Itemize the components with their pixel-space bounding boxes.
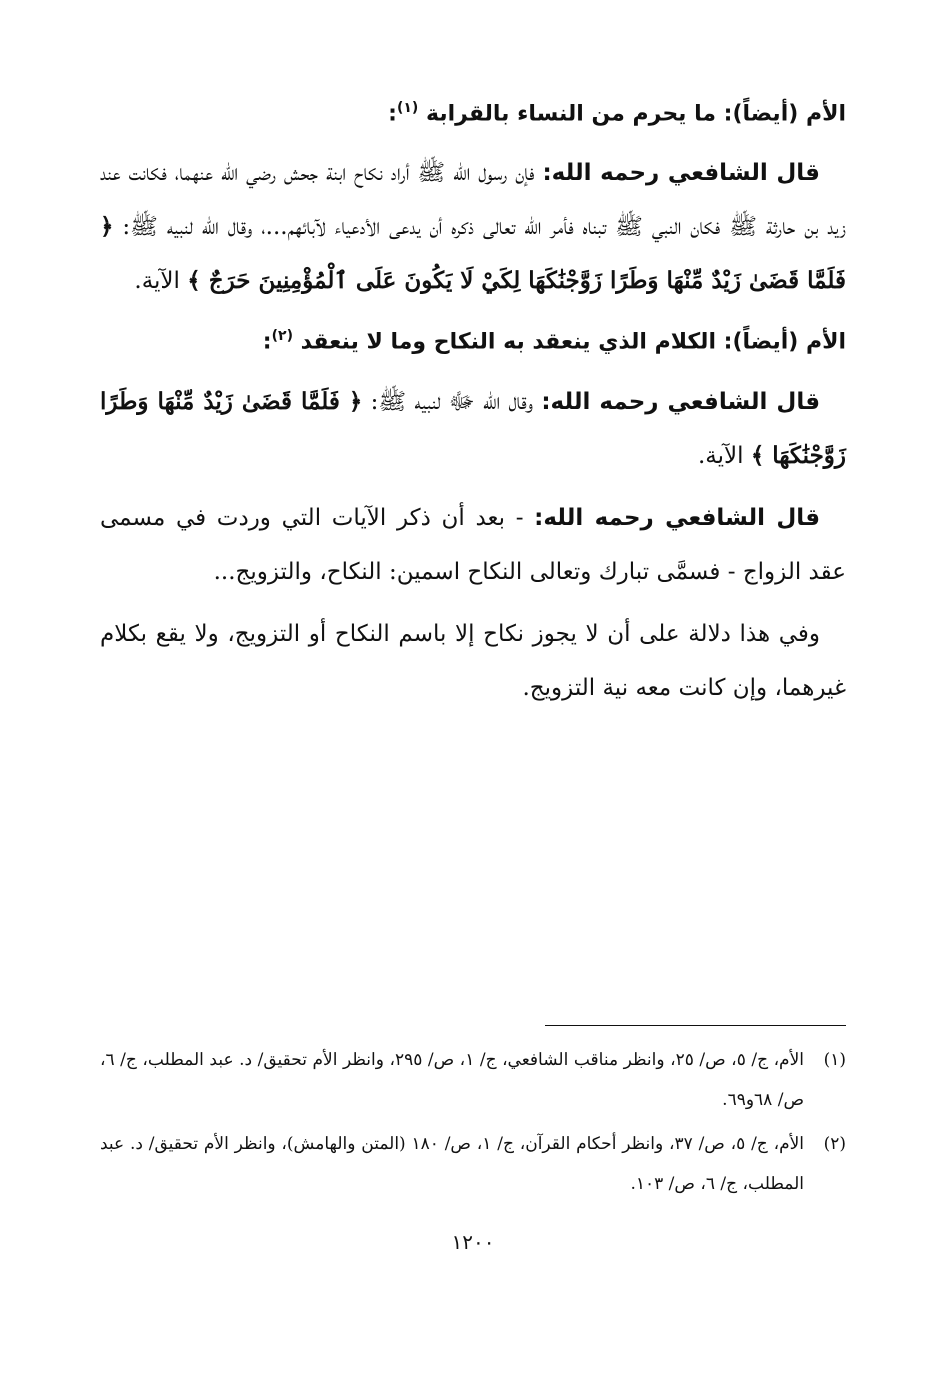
- quran-verse: ﴿ فَلَمَّا قَضَىٰ زَيْدٌ مِّنْهَا وَطَرًا زَوَّجْنَٰكَهَا لِكَيْ لَا يَكُونَ عَلَى ٱلْمُؤْمِنِينَ حَرَجٌ ﴾: [100, 213, 846, 295]
- paragraph-text: وفي هذا دلالة على أن لا يجوز نكاح إلا باسم النكاح أو التزويج، ولا يقع بكلام غيرهما، وإن كانت معه نية التزويج.: [100, 620, 846, 701]
- paragraph-text: وقال الله ﷻ لنبيه ﷺ:: [370, 388, 534, 415]
- paragraph: [100, 491, 846, 599]
- footnote-ref[interactable]: (١): [396, 100, 419, 116]
- page-body: [100, 88, 846, 723]
- footnote: [100, 1124, 846, 1204]
- speaker-label: قال الشافعي رحمه الله:: [542, 160, 820, 187]
- paragraph-after: الآية.: [134, 268, 180, 295]
- section-heading-1: [100, 88, 846, 134]
- footnote-ref[interactable]: (٢): [271, 328, 293, 345]
- section-heading-2: [100, 316, 846, 362]
- heading-text: الأم (أيضاً): الكلام الذي ينعقد به النكاح وما لا ينعقد: [300, 329, 846, 355]
- paragraph-text: فإن رسول الله ﷺ أراد نكاح ابنة جحش رضي الله عنهما، فكانت عند زيد بن حارثة ﷺ فكان النبي ﷺ تبناه فأمر الله تعالى ذكره أن يدعى الأدعياء لآبائهم...، وقال الله لنبيه ﷺ:: [100, 160, 846, 241]
- heading-text: الأم (أيضاً): ما يحرم من النساء بالقرابة: [426, 101, 846, 127]
- paragraph-after: الآية.: [697, 442, 744, 469]
- quran-verse: ﴿ فَلَمَّا قَضَىٰ زَيْدٌ مِّنْهَا وَطَرًا زَوَّجْنَٰكَهَا ﴾: [100, 387, 846, 469]
- footnote-text: الأم، ج/ ٥، ص/ ٣٧، وانظر أحكام القرآن، ج/ ١، ص/ ١٨٠ (المتن والهامش)، وانظر الأم تحقيق/ د. عبد المطلب، ج/ ٦، ص/ ١٠٣.: [100, 1134, 805, 1194]
- page-number: ١٢٠٠: [451, 1230, 495, 1254]
- speaker-label: قال الشافعي رحمه الله:: [534, 504, 821, 531]
- footnote-text: الأم، ج/ ٥، ص/ ٢٥، وانظر مناقب الشافعي، ج/ ١، ص/ ٢٩٥، وانظر الأم تحقيق/ د. عبد المطلب، ج/ ٦، ص/ ٦٨و٦٩.: [100, 1050, 805, 1110]
- footnote-number: (١): [823, 1050, 846, 1070]
- footnotes: [100, 1040, 846, 1208]
- paragraph: [100, 375, 846, 483]
- footnote: [100, 1040, 846, 1120]
- paragraph-text: - بعد أن ذكر الآيات التي وردت في مسمى عقد الزواج - فسمَّى تبارك وتعالى النكاح اسمين: النكاح، والتزويج...: [100, 504, 846, 585]
- footnote-number: (٢): [823, 1134, 846, 1154]
- speaker-label: قال الشافعي رحمه الله:: [541, 388, 821, 415]
- heading-colon: :: [388, 101, 397, 127]
- paragraph: [100, 146, 846, 308]
- footnote-separator: [545, 1025, 846, 1026]
- heading-colon: :: [262, 329, 272, 355]
- paragraph: [100, 607, 846, 715]
